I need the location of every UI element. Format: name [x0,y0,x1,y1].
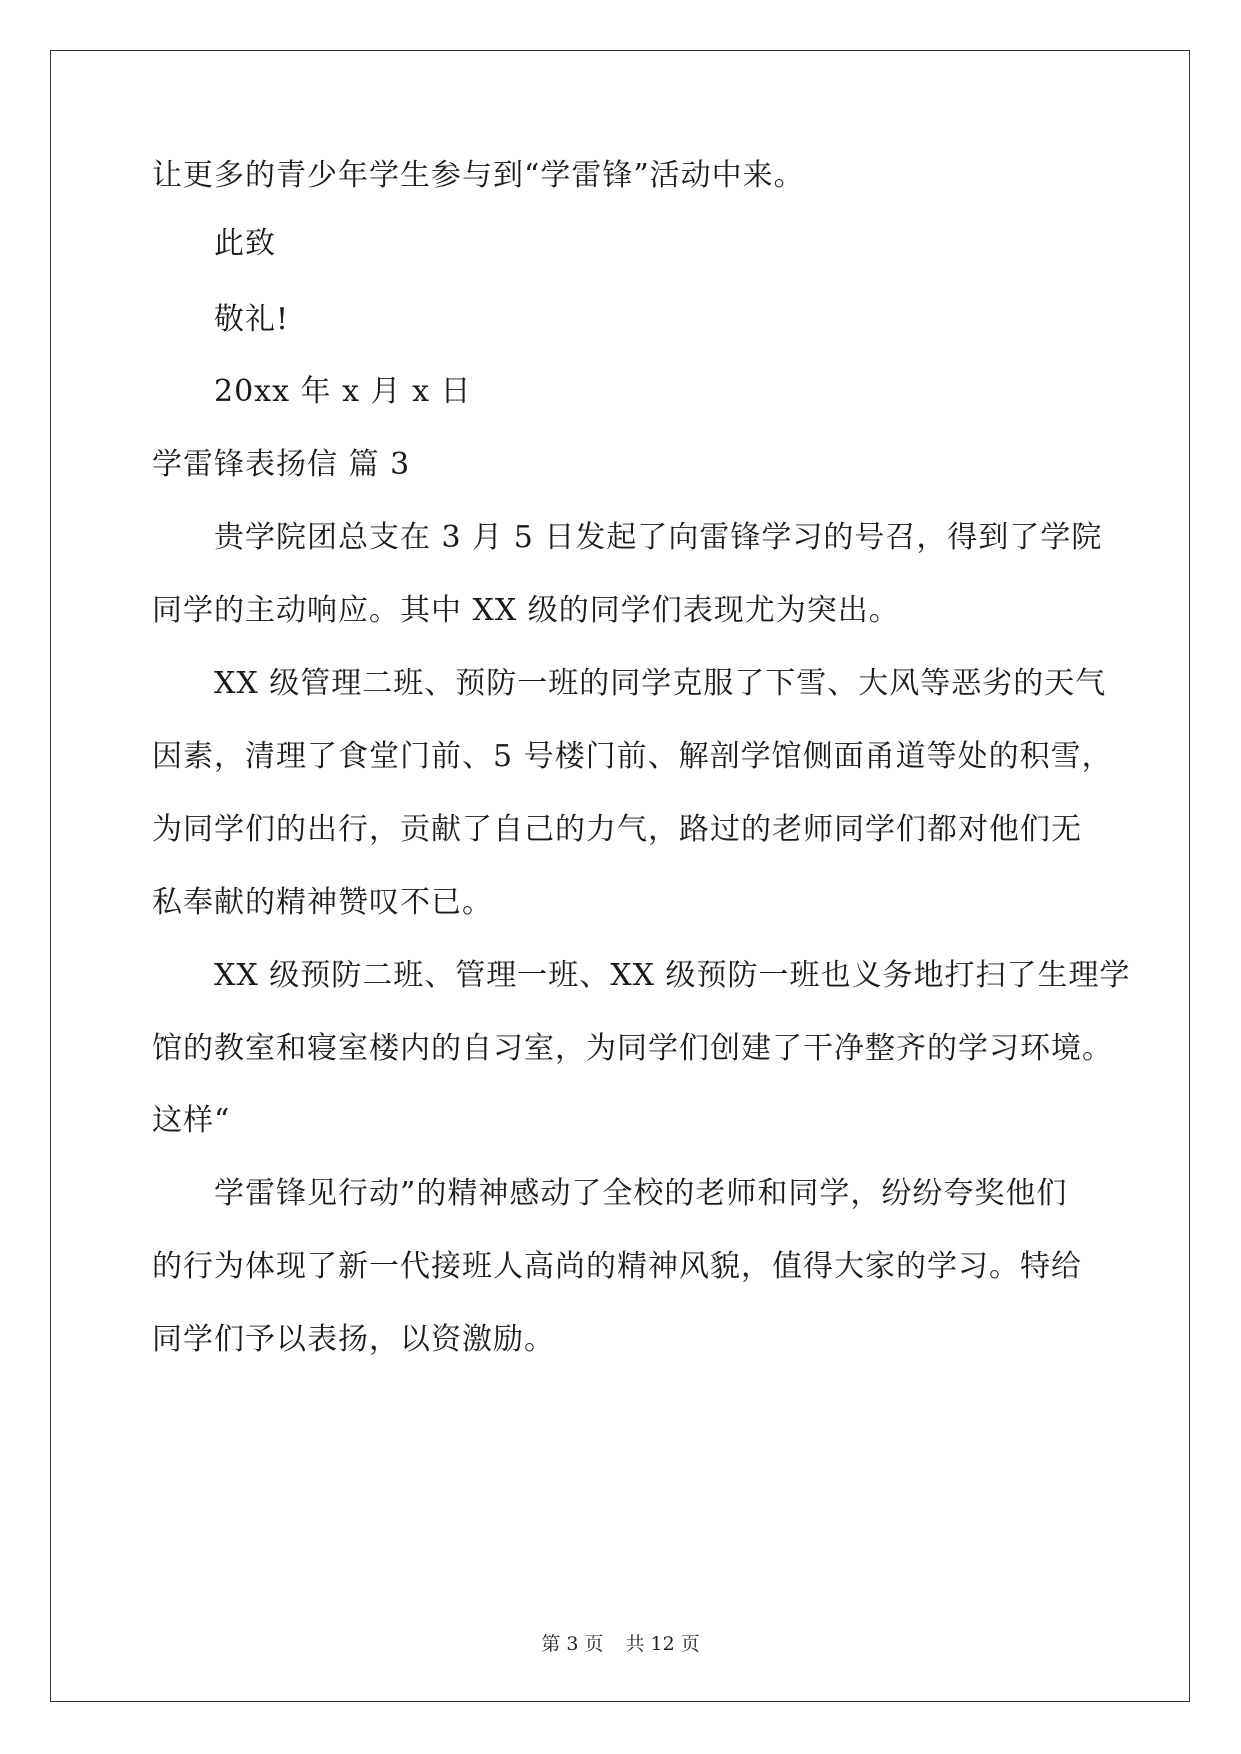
text-line-11: 私奉献的精神赞叹不已。 [152,885,493,920]
page-footer [0,1632,1241,1656]
regards-line: 敬礼! [214,302,290,337]
text-line-16: 的行为体现了新一代接班人高尚的精神风貌，值得大家的学习。特给 [152,1249,1082,1284]
text-line-13: 馆的教室和寝室楼内的自习室，为同学们创建了干净整齐的学习环境。 [152,1031,1113,1066]
text-line-15: 学雷锋见行动”的精神感动了全校的老师和同学，纷纷夸奖他们 [214,1176,1068,1211]
text-line-8: XX 级管理二班、预防一班的同学克服了下雪、大风等恶劣的天气 [214,666,1107,701]
page-number-total: 共 12 页 [625,1633,700,1655]
text-line-12: XX 级预防二班、管理一班、XX 级预防一班也义务地打扫了生理学 [214,958,1131,993]
text-line-14: 这样“ [152,1103,231,1138]
text-line-17: 同学们予以表扬，以资激励。 [152,1322,555,1357]
section-heading: 学雷锋表扬信 篇 3 [152,447,411,482]
text-line-1: 让更多的青少年学生参与到“学雷锋”活动中来。 [152,158,805,193]
date-line: 20xx 年 x 月 x 日 [214,374,472,409]
text-line-10: 为同学们的出行，贡献了自己的力气，路过的老师同学们都对他们无 [152,812,1082,847]
text-line-9: 因素，清理了食堂门前、5 号楼门前、解剖学馆侧面甬道等处的积雪， [152,739,1113,774]
text-line-7: 同学的主动响应。其中 XX 级的同学们表现尤为突出。 [152,593,900,628]
page-border [50,50,1190,1702]
text-line-6: 贵学院团总支在 3 月 5 日发起了向雷锋学习的号召，得到了学院 [214,520,1103,555]
page-number-current: 第 3 页 [541,1633,604,1655]
salutation-line: 此致 [214,226,276,261]
